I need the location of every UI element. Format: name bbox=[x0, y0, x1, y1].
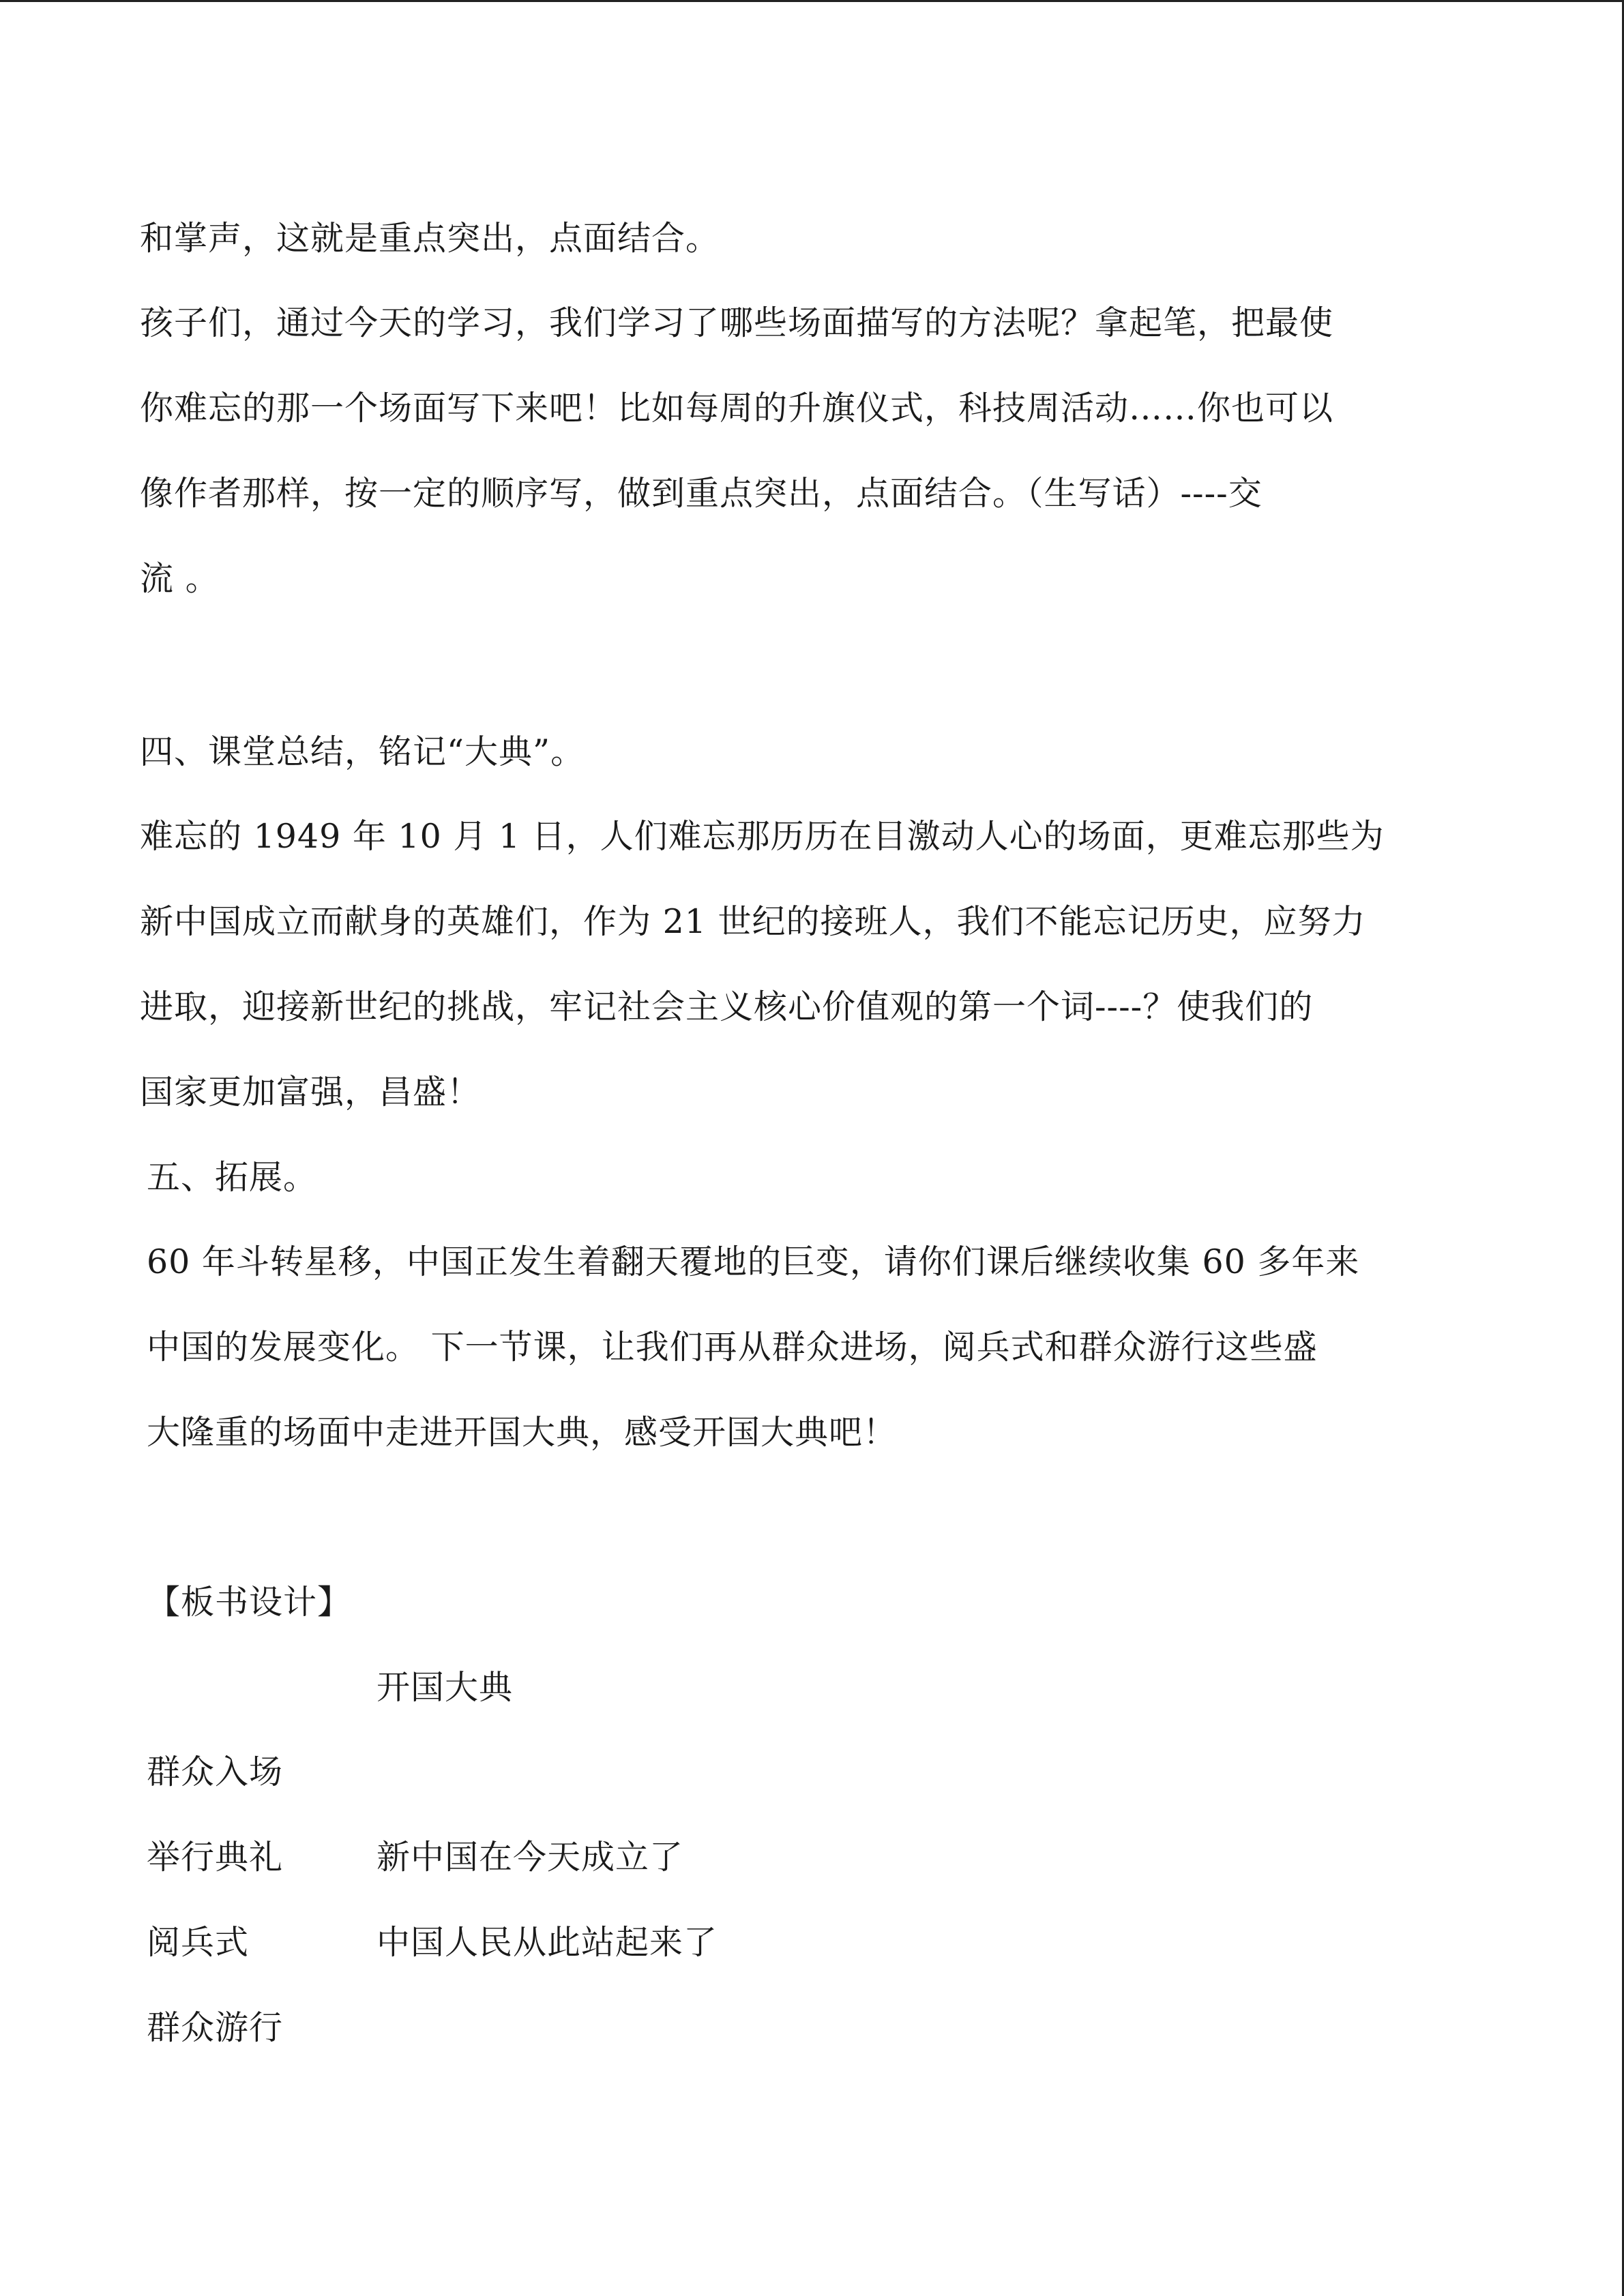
board-item: 群众游行 bbox=[147, 2008, 284, 2047]
board-title: 开国大典 bbox=[377, 1668, 514, 1707]
paragraph-line: 进取，迎接新世纪的挑战，牢记社会主义核心价值观的第一个词----？使我们的 bbox=[140, 987, 1314, 1026]
section-heading: 五、拓展。 bbox=[147, 1158, 318, 1197]
paragraph-line: 60 年斗转星移，中国正发生着翻天覆地的巨变，请你们课后继续收集 60 多年来 bbox=[147, 1242, 1360, 1281]
board-design-heading: 【板书设计】 bbox=[147, 1583, 352, 1622]
board-item: 阅兵式 bbox=[147, 1923, 250, 1962]
page-top-border bbox=[0, 0, 1624, 2]
paragraph-line: 新中国成立而献身的英雄们，作为 21 世纪的接班人，我们不能忘记历史，应努力 bbox=[140, 902, 1366, 941]
paragraph-line: 孩子们，通过今天的学习，我们学习了哪些场面描写的方法呢？拿起笔，把最使 bbox=[140, 303, 1334, 342]
board-item: 举行典礼 bbox=[147, 1838, 284, 1877]
paragraph-line: 像作者那样，按一定的顺序写，做到重点突出，点面结合。（生写话）----交 bbox=[140, 474, 1263, 513]
board-note: 中国人民从此站起来了 bbox=[377, 1923, 718, 1962]
paragraph-line: 难忘的 1949 年 10 月 1 日，人们难忘那历历在目激动人心的场面，更难忘那些为 bbox=[140, 817, 1385, 856]
board-item: 群众入场 bbox=[147, 1753, 284, 1791]
paragraph-line: 中国的发展变化。 下一节课，让我们再从群众进场，阅兵式和群众游行这些盛 bbox=[147, 1328, 1318, 1367]
paragraph-line: 流 。 bbox=[140, 559, 220, 598]
paragraph-line: 和掌声，这就是重点突出，点面结合。 bbox=[140, 219, 720, 258]
paragraph-line: 你难忘的那一个场面写下来吧！比如每周的升旗仪式，科技周活动……你也可以 bbox=[140, 389, 1334, 428]
section-heading: 四、课堂总结，铭记“大典”。 bbox=[140, 732, 585, 771]
paragraph-line: 国家更加富强，昌盛！ bbox=[140, 1073, 482, 1112]
paragraph-line: 大隆重的场面中走进开国大典，感受开国大典吧！ bbox=[147, 1413, 898, 1452]
board-note: 新中国在今天成立了 bbox=[377, 1838, 684, 1877]
